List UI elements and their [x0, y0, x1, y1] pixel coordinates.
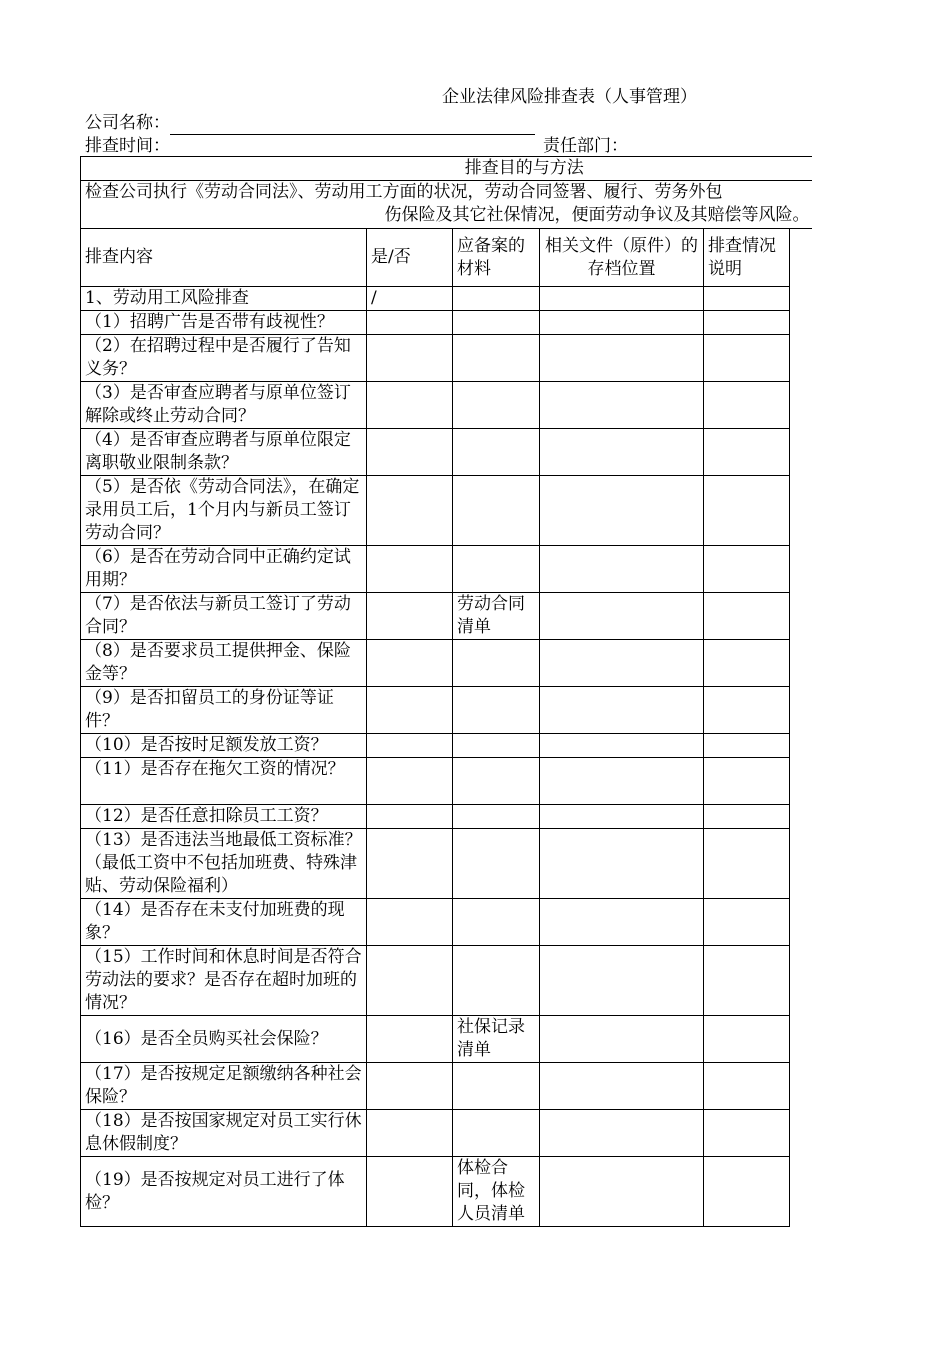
inspection-item: （13）是否违法当地最低工资标准？（最低工资中不包括加班费、特殊津贴、劳动保险福利）: [81, 829, 367, 899]
inspection-item: （2）在招聘过程中是否履行了告知义务？: [81, 335, 367, 382]
notes-cell[interactable]: [704, 546, 790, 593]
company-name-label: 公司名称：: [85, 113, 170, 133]
blank-spacer: [790, 734, 812, 758]
inspection-item: （7）是否依法与新员工签订了劳动合同？: [81, 593, 367, 640]
blank-spacer: [790, 1063, 812, 1110]
materials-cell: 社保记录清单: [453, 1016, 540, 1063]
materials-cell: [453, 546, 540, 593]
materials-cell: 劳动合同清单: [453, 593, 540, 640]
blank-spacer: [790, 476, 812, 546]
blank-spacer: [790, 1157, 812, 1227]
yes-no-cell[interactable]: [367, 829, 453, 899]
table-row: [81, 335, 812, 382]
yes-no-cell[interactable]: [367, 335, 453, 382]
materials-cell: [453, 382, 540, 429]
table-row: [81, 758, 812, 805]
inspection-item: （5）是否依《劳动合同法》，在确定录用员工后，1个月内与新员工签订劳动合同？: [81, 476, 367, 546]
notes-cell[interactable]: [704, 1016, 790, 1063]
yes-no-cell[interactable]: [367, 1063, 453, 1110]
notes-cell[interactable]: [704, 476, 790, 546]
col-header-content: 排查内容: [81, 229, 367, 287]
purpose-body-row: [81, 181, 812, 229]
blank-spacer: [790, 1110, 812, 1157]
purpose-heading: 排查目的与方法: [81, 157, 812, 181]
inspection-item: （15）工作时间和休息时间是否符合劳动法的要求？是否存在超时加班的情况？: [81, 946, 367, 1016]
notes-cell[interactable]: [704, 687, 790, 734]
yes-no-cell[interactable]: [367, 593, 453, 640]
materials-cell: [453, 429, 540, 476]
archive-location-cell[interactable]: [540, 734, 704, 758]
archive-location-cell[interactable]: [540, 1016, 704, 1063]
table-row: [81, 311, 812, 335]
table-row: [81, 1063, 812, 1110]
table-row: [81, 946, 812, 1016]
blank-spacer: [790, 429, 812, 476]
materials-cell: [453, 1110, 540, 1157]
archive-location-cell[interactable]: [540, 382, 704, 429]
section-location-cell: [540, 287, 704, 311]
table-row: [81, 687, 812, 734]
blank-spacer: [790, 758, 812, 805]
archive-location-cell[interactable]: [540, 1063, 704, 1110]
materials-cell: [453, 805, 540, 829]
notes-cell[interactable]: [704, 946, 790, 1016]
inspection-item: （10）是否按时足额发放工资？: [81, 734, 367, 758]
table-row: [81, 1016, 812, 1063]
blank-spacer: [790, 382, 812, 429]
materials-cell: 体检合同，体检人员清单: [453, 1157, 540, 1227]
yes-no-cell[interactable]: [367, 640, 453, 687]
archive-location-cell[interactable]: [540, 640, 704, 687]
col-header-yes-no: 是/否: [367, 229, 453, 287]
yes-no-cell[interactable]: [367, 311, 453, 335]
notes-cell[interactable]: [704, 1063, 790, 1110]
table-row: [81, 429, 812, 476]
table-row: [81, 899, 812, 946]
materials-cell: [453, 687, 540, 734]
notes-cell[interactable]: [704, 593, 790, 640]
table-row: [81, 476, 812, 546]
notes-cell[interactable]: [704, 829, 790, 899]
yes-no-cell[interactable]: [367, 1110, 453, 1157]
notes-cell[interactable]: [704, 734, 790, 758]
inspection-date-label: 排查时间：: [85, 136, 170, 156]
section-yes-no: /: [367, 287, 453, 311]
inspection-item: （11）是否存在拖欠工资的情况？: [81, 758, 367, 805]
archive-location-cell[interactable]: [540, 593, 704, 640]
inspection-item: （17）是否按规定足额缴纳各种社会保险？: [81, 1063, 367, 1110]
archive-location-cell[interactable]: [540, 429, 704, 476]
inspection-item: （18）是否按国家规定对员工实行休息休假制度？: [81, 1110, 367, 1157]
table-row: [81, 593, 812, 640]
archive-location-cell[interactable]: [540, 1157, 704, 1227]
table-row: [81, 805, 812, 829]
table-row: [81, 546, 812, 593]
yes-no-cell[interactable]: [367, 429, 453, 476]
yes-no-cell[interactable]: [367, 734, 453, 758]
archive-location-cell[interactable]: [540, 335, 704, 382]
inspection-item: （9）是否扣留员工的身份证等证件？: [81, 687, 367, 734]
notes-cell[interactable]: [704, 1157, 790, 1227]
materials-cell: [453, 946, 540, 1016]
materials-cell: [453, 335, 540, 382]
archive-location-cell[interactable]: [540, 311, 704, 335]
inspection-item: （16）是否全员购买社会保险？: [81, 1016, 367, 1063]
blank-spacer: [790, 593, 812, 640]
table-row: [81, 382, 812, 429]
responsible-dept-label: 责任部门：: [543, 136, 628, 156]
inspection-item: （14）是否存在未支付加班费的现象？: [81, 899, 367, 946]
blank-spacer: [790, 311, 812, 335]
materials-cell: [453, 899, 540, 946]
notes-cell[interactable]: [704, 805, 790, 829]
section-row: [81, 287, 812, 311]
notes-cell[interactable]: [704, 429, 790, 476]
materials-cell: [453, 311, 540, 335]
blank-spacer: [790, 640, 812, 687]
table-row: [81, 1110, 812, 1157]
inspection-item: （8）是否要求员工提供押金、保险金等？: [81, 640, 367, 687]
inspection-item: （6）是否在劳动合同中正确约定试用期？: [81, 546, 367, 593]
inspection-item: （3）是否审查应聘者与原单位签订解除或终止劳动合同？: [81, 382, 367, 429]
yes-no-cell[interactable]: [367, 382, 453, 429]
blank-spacer: [790, 1016, 812, 1063]
table-row: [81, 734, 812, 758]
yes-no-cell[interactable]: [367, 1016, 453, 1063]
yes-no-cell[interactable]: [367, 899, 453, 946]
archive-location-cell[interactable]: [540, 829, 704, 899]
table-header-row: [81, 229, 812, 287]
blank-spacer: [790, 687, 812, 734]
inspection-item: （1）招聘广告是否带有歧视性？: [81, 311, 367, 335]
blank-spacer: [790, 829, 812, 899]
table-row: [81, 829, 812, 899]
blank-spacer: [790, 946, 812, 1016]
archive-location-cell[interactable]: [540, 687, 704, 734]
notes-cell[interactable]: [704, 311, 790, 335]
inspection-item: （19）是否按规定对员工进行了体检？: [81, 1157, 367, 1227]
yes-no-cell[interactable]: [367, 687, 453, 734]
blank-spacer: [790, 546, 812, 593]
purpose-text: [81, 181, 812, 229]
materials-cell: [453, 476, 540, 546]
notes-cell[interactable]: [704, 899, 790, 946]
page-title: 企业法律风险排查表（人事管理）: [442, 87, 697, 107]
col-header-notes: 排查情况说明: [704, 229, 790, 287]
notes-cell[interactable]: [704, 382, 790, 429]
notes-cell[interactable]: [704, 640, 790, 687]
archive-location-cell[interactable]: [540, 476, 704, 546]
materials-cell: [453, 829, 540, 899]
col-header-materials: 应备案的材料: [453, 229, 540, 287]
yes-no-cell[interactable]: [367, 546, 453, 593]
purpose-line-2: 伤保险及其它社保情况，便面劳动争议及其赔偿等风险。: [384, 205, 810, 225]
notes-cell[interactable]: [704, 335, 790, 382]
archive-location-cell[interactable]: [540, 805, 704, 829]
section-notes-cell: [704, 287, 790, 311]
blank-spacer: [790, 229, 812, 287]
archive-location-cell[interactable]: [540, 946, 704, 1016]
blank-spacer: [790, 805, 812, 829]
archive-location-cell[interactable]: [540, 546, 704, 593]
materials-cell: [453, 1063, 540, 1110]
materials-cell: [453, 734, 540, 758]
table-row: [81, 1157, 812, 1227]
yes-no-cell[interactable]: [367, 946, 453, 1016]
yes-no-cell[interactable]: [367, 476, 453, 546]
company-name-line: [170, 134, 535, 135]
section-title: 1、劳动用工风险排查: [81, 287, 367, 311]
purpose-line-1: 检查公司执行《劳动合同法》、劳动用工方面的状况，劳动合同签署、履行、劳务外包: [85, 182, 723, 202]
notes-cell[interactable]: [704, 1110, 790, 1157]
archive-location-cell[interactable]: [540, 1110, 704, 1157]
col-header-location: 相关文件（原件）的存档位置: [540, 229, 704, 287]
section-materials-cell: [453, 287, 540, 311]
yes-no-cell[interactable]: [367, 758, 453, 805]
blank-spacer: [790, 287, 812, 311]
archive-location-cell[interactable]: [540, 899, 704, 946]
materials-cell: [453, 758, 540, 805]
risk-inspection-table: [80, 156, 812, 1227]
inspection-item: （12）是否任意扣除员工工资？: [81, 805, 367, 829]
blank-spacer: [790, 899, 812, 946]
yes-no-cell[interactable]: [367, 1157, 453, 1227]
notes-cell[interactable]: [704, 758, 790, 805]
yes-no-cell[interactable]: [367, 805, 453, 829]
materials-cell: [453, 640, 540, 687]
archive-location-cell[interactable]: [540, 758, 704, 805]
table-row: [81, 640, 812, 687]
inspection-item: （4）是否审查应聘者与原单位限定离职敬业限制条款？: [81, 429, 367, 476]
blank-spacer: [790, 335, 812, 382]
purpose-heading-row: [81, 157, 812, 181]
